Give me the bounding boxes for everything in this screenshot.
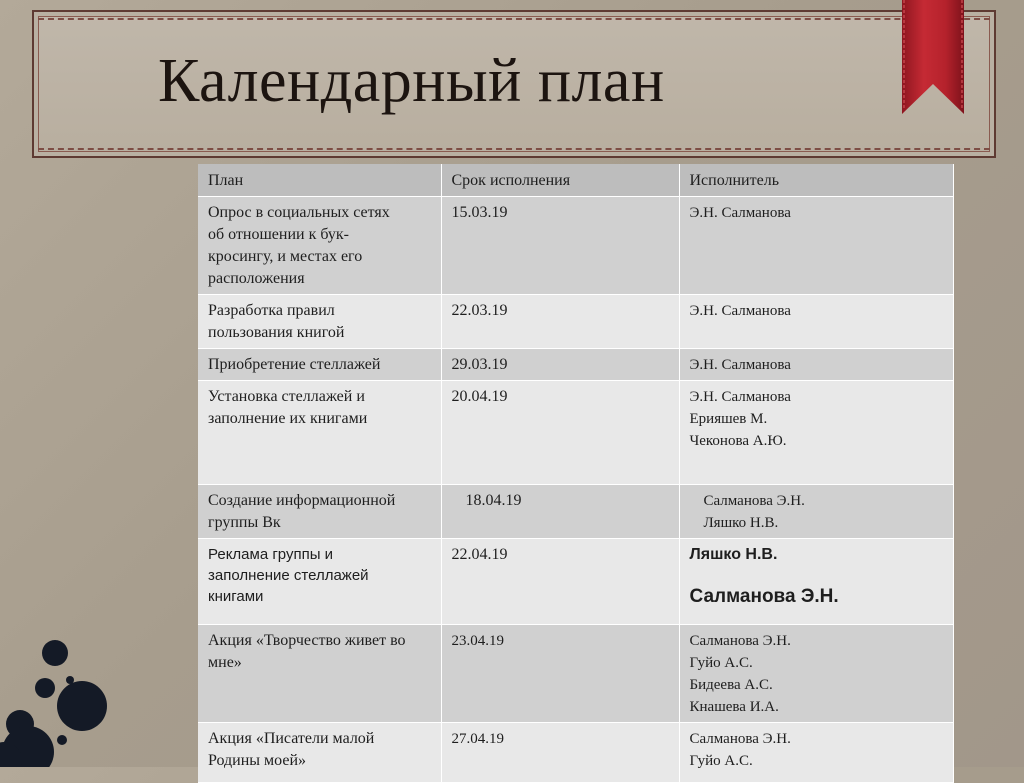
executor-cell: Э.Н. Салманова xyxy=(679,349,953,381)
plan-cell: Акция «Творчество живет во мне» xyxy=(198,625,441,723)
table-row xyxy=(198,197,953,295)
header-deadline: Срок исполнения xyxy=(441,164,679,197)
frame-dashed-line-bottom xyxy=(38,148,990,150)
executor-cell: Э.Н. Салманова xyxy=(679,295,953,349)
date-cell: 22.03.19 xyxy=(441,295,679,349)
table-row xyxy=(198,539,953,625)
table-row xyxy=(198,349,953,381)
ink-splatter-decoration xyxy=(0,620,130,767)
table-row xyxy=(198,625,953,723)
plan-cell: Приобретение стеллажей xyxy=(198,349,441,381)
calendar-plan-table xyxy=(198,164,954,783)
header-executor: Исполнитель xyxy=(679,164,953,197)
table-row xyxy=(198,485,953,539)
table-header-row xyxy=(198,164,953,197)
bookmark-ribbon-icon xyxy=(902,0,964,114)
plan-cell: Разработка правил пользования книгой xyxy=(198,295,441,349)
executor-name: Салманова Э.Н. xyxy=(689,586,839,607)
executor-cell: Салманова Э.Н. Ляшко Н.В. xyxy=(679,485,953,539)
plan-cell: Установка стеллажей и заполнение их книгами xyxy=(198,381,441,485)
table-row xyxy=(198,381,953,485)
header-plan: План xyxy=(198,164,441,197)
table-row xyxy=(198,723,953,783)
plan-cell: Акция «Писатели малой Родины моей» xyxy=(198,723,441,783)
plan-cell: Опрос в социальных сетях об отношении к бук- кросингу, и местах его расположения xyxy=(198,197,441,295)
executor-cell: Э.Н. Салманова xyxy=(679,197,953,295)
table-row xyxy=(198,295,953,349)
date-cell: 23.04.19 xyxy=(441,625,679,723)
date-cell: 29.03.19 xyxy=(441,349,679,381)
executor-cell: Э.Н. Салманова Ерияшев М. Чеконова А.Ю. xyxy=(679,381,953,485)
plan-cell: Создание информационной группы Вк xyxy=(198,485,441,539)
date-cell: 22.04.19 xyxy=(441,539,679,625)
date-cell: 18.04.19 xyxy=(441,485,679,539)
page-title: Календарный план xyxy=(158,47,665,115)
date-cell: 27.04.19 xyxy=(441,723,679,783)
executor-name: Ляшко Н.В. xyxy=(689,546,778,563)
plan-cell: Реклама группы и заполнение стеллажей книгами xyxy=(198,539,441,625)
date-cell: 20.04.19 xyxy=(441,381,679,485)
executor-cell: Салманова Э.Н. Гуйо А.С. Бидеева А.С. Кнашева И.А. xyxy=(679,625,953,723)
executor-cell: Салманова Э.Н. Гуйо А.С. xyxy=(679,723,953,783)
date-cell: 15.03.19 xyxy=(441,197,679,295)
frame-dashed-line-top xyxy=(38,18,990,20)
executor-cell xyxy=(679,539,953,625)
